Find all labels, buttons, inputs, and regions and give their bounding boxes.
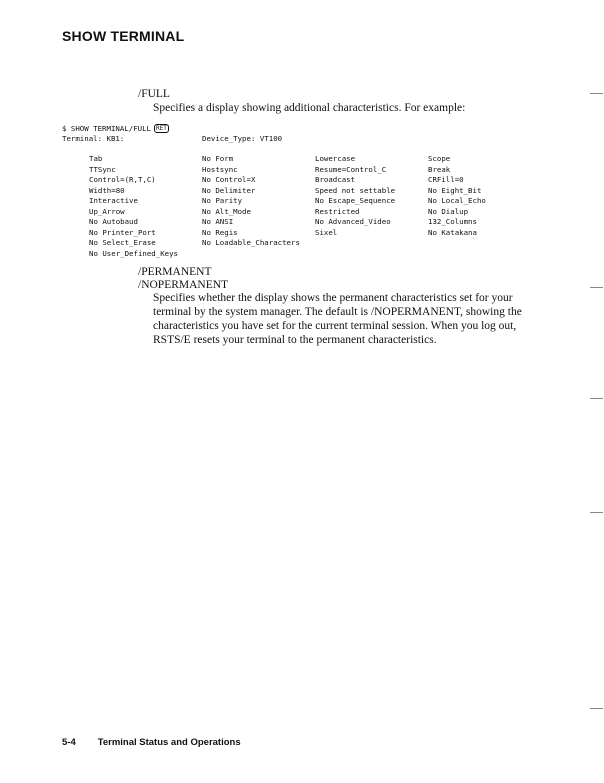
margin-mark: [590, 93, 603, 94]
characteristic-cell: [428, 238, 518, 249]
characteristic-cell: No ANSI: [202, 217, 234, 226]
characteristics-grid: [89, 154, 518, 259]
characteristic-cell: No Select_Erase: [89, 238, 156, 247]
margin-mark: [590, 512, 603, 513]
characteristic-cell: Tab: [89, 154, 103, 163]
characteristic-cell: Broadcast: [315, 175, 356, 184]
characteristic-cell: No Local_Echo: [428, 196, 486, 205]
characteristic-cell: 132_Columns: [428, 217, 477, 226]
characteristic-cell: Lowercase: [315, 154, 356, 163]
characteristic-cell: Restricted: [315, 206, 360, 216]
command-text: $ SHOW TERMINAL/FULL: [62, 124, 151, 133]
footer-page-number: 5-4: [62, 737, 76, 748]
characteristic-cell: Scope: [428, 154, 451, 163]
characteristic-cell: No Printer_Port: [89, 227, 156, 237]
characteristic-cell: No Delimiter: [202, 185, 256, 195]
characteristic-cell: Hostsync: [202, 164, 238, 174]
qualifier-permanent: /PERMANENT: [138, 266, 212, 278]
characteristic-cell: No Escape_Sequence: [315, 196, 396, 205]
characteristic-cell: Interactive: [89, 196, 138, 205]
margin-mark: [590, 398, 603, 399]
characteristic-cell: TTSync: [89, 164, 116, 174]
characteristic-cell: Break: [428, 164, 451, 174]
characteristic-cell: Width=80: [89, 185, 125, 195]
characteristic-cell: Up_Arrow: [89, 206, 125, 216]
characteristic-cell: [202, 249, 315, 260]
terminal-line-label: Terminal: KB1:: [62, 134, 125, 143]
margin-mark: [590, 287, 603, 288]
command-example: [62, 124, 169, 135]
qualifier-full: /FULL: [138, 88, 170, 100]
characteristic-cell: No Control=X: [202, 175, 256, 184]
characteristic-cell: No Katakana: [428, 227, 477, 237]
characteristic-cell: No Form: [202, 154, 234, 163]
characteristic-cell: No User_Defined_Keys: [89, 248, 178, 258]
page-heading: SHOW TERMINAL: [62, 28, 185, 44]
characteristic-cell: No Parity: [202, 196, 243, 205]
characteristic-cell: Speed not settable: [315, 185, 396, 195]
terminal-line-device: Device_Type: VT100: [202, 134, 283, 143]
characteristic-cell: No Advanced_Video: [315, 217, 391, 226]
characteristic-cell: No Autobaud: [89, 217, 138, 226]
characteristic-cell: Sixel: [315, 227, 338, 237]
characteristic-cell: [428, 249, 518, 260]
characteristic-cell: No Loadable_Characters: [202, 238, 300, 247]
characteristic-cell: No Regis: [202, 227, 238, 237]
margin-mark: [590, 708, 603, 709]
characteristic-cell: No Eight_Bit: [428, 185, 482, 195]
return-key-icon: RET: [156, 125, 167, 132]
characteristic-cell: [315, 249, 428, 260]
characteristic-cell: No Dialup: [428, 206, 469, 216]
footer-title: Terminal Status and Operations: [97, 737, 241, 748]
qualifier-nopermanent: /NOPERMANENT: [138, 279, 229, 291]
page-footer: [62, 737, 241, 748]
permanent-description: Specifies whether the display shows the permanent characteristics set for your terminal by the system manager. The default is /NOPERMANENT, showing the characteristics you have set for the current terminal session. When you log out, RSTS/E resets your terminal to the permanent characteristics.: [153, 292, 522, 346]
characteristic-cell: CRFill=0: [428, 175, 464, 184]
characteristic-cell: [315, 238, 428, 249]
characteristic-cell: Control=(R,T,C): [89, 175, 156, 184]
full-description: Specifies a display showing additional characteristics. For example:: [153, 102, 466, 114]
characteristic-cell: Resume=Control_C: [315, 164, 387, 174]
characteristic-cell: No Alt_Mode: [202, 206, 251, 216]
